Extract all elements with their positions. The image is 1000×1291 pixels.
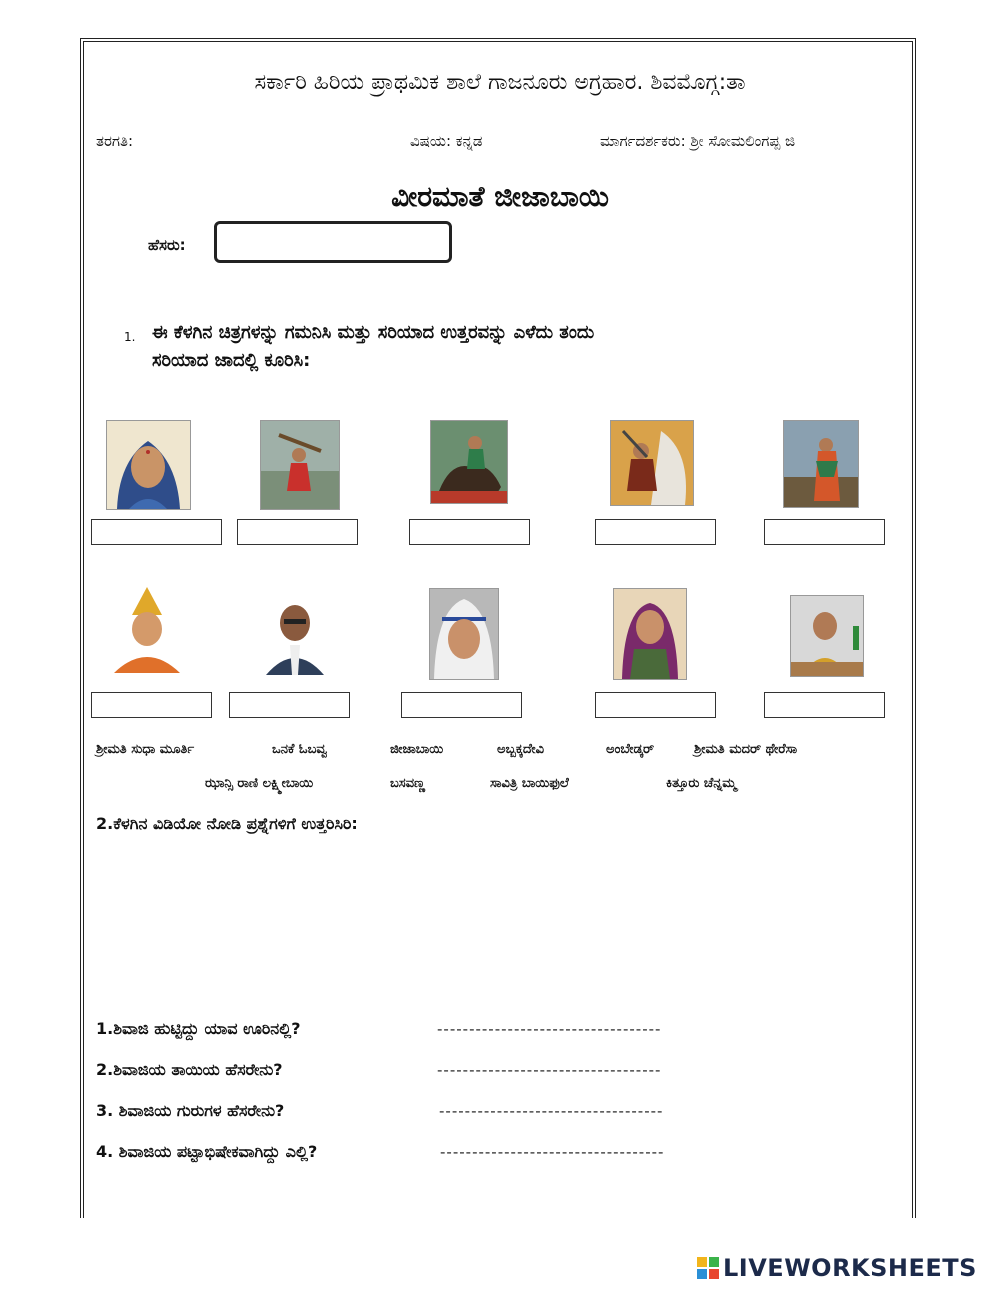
answer-blank-1[interactable]: ----------------------------------- xyxy=(437,1020,662,1038)
answer-box-4[interactable] xyxy=(595,519,716,545)
option-mother-teresa[interactable]: ಶ್ರೀಮತಿ ಮದರ್ ಥೇರೆಸಾ xyxy=(694,742,798,757)
liveworksheets-logo xyxy=(697,1254,977,1282)
answer-blank-3[interactable]: ----------------------------------- xyxy=(439,1102,664,1120)
answer-box-5[interactable] xyxy=(764,519,885,545)
section-2-title: 2.ಕೆಳಗಿನ ವಿಡಿಯೋ ನೋಡಿ ಪ್ರಶ್ನೆಗಳಿಗೆ ಉತ್ತರಿಸಿರಿ: xyxy=(96,814,358,833)
question-4-text: 4. ಶಿವಾಜಿಯ ಪಟ್ಟಾಭಿಷೇಕವಾಗಿದ್ದು ಎಲ್ಲಿ? xyxy=(96,1142,318,1161)
answer-box-6[interactable] xyxy=(91,692,212,718)
portrait-abbakka-image xyxy=(610,420,694,506)
question-1-number: 1. xyxy=(124,330,136,344)
school-name: ಸರ್ಕಾರಿ ಹಿರಿಯ ಪ್ರಾಥಮಿಕ ಶಾಲೆ ಗಾಜನೂರು ಅಗ್ರಹಾರ. ಶಿವಮೊಗ್ಗ:ತಾ xyxy=(254,70,746,95)
answer-box-1[interactable] xyxy=(91,519,222,545)
portrait-obavva-image xyxy=(260,420,340,510)
option-abbakka[interactable]: ಅಬ್ಬಕ್ಕದೇವಿ xyxy=(497,742,544,757)
answer-box-8[interactable] xyxy=(401,692,522,718)
option-obavva[interactable]: ಒನಕೆ ಓಬವ್ವ xyxy=(272,742,328,757)
option-chennamma[interactable]: ಕಿತ್ತೂರು ಚೆನ್ನಮ್ಮ xyxy=(666,776,737,791)
question-1-line-2: ಸರಿಯಾದ ಜಾದಲ್ಲಿ ಕೂರಿಸಿ: xyxy=(152,350,311,371)
answer-blank-4[interactable]: ----------------------------------- xyxy=(440,1143,665,1161)
option-lakshmibai[interactable]: ಝಾನ್ಸಿ ರಾಣಿ ಲಕ್ಷ್ಮೀಬಾಯಿ xyxy=(205,776,314,791)
option-jijabai[interactable]: ಜೀಜಾಬಾಯಿ xyxy=(390,742,444,757)
answer-box-9[interactable] xyxy=(595,692,716,718)
worksheet-title: ವೀರಮಾತೆ ಜೀಜಾಬಾಯಿ xyxy=(391,180,609,213)
option-sudha-murthy[interactable]: ಶ್ರೀಮತಿ ಸುಧಾ ಮೂರ್ತಿ xyxy=(96,742,195,757)
answer-box-3[interactable] xyxy=(409,519,530,545)
question-1-text: 1.ಶಿವಾಜಿ ಹುಟ್ಟಿದ್ದು ಯಾವ ಊರಿನಲ್ಲಿ? xyxy=(96,1019,301,1038)
question-row-2 xyxy=(96,1060,283,1080)
portrait-jijabai-image xyxy=(613,588,687,680)
option-savitribai[interactable]: ಸಾವಿತ್ರಿ ಬಾಯಿಫುಲೆ xyxy=(490,776,569,791)
portrait-sudha-murthy-image xyxy=(790,595,864,677)
subject-label: ವಿಷಯ: ಕನ್ನಡ xyxy=(410,132,483,150)
question-1-line-1: ಈ ಕೆಳಗಿನ ಚಿತ್ರಗಳನ್ನು ಗಮನಿಸಿ ಮತ್ತು ಸರಿಯಾದ ಉತ್ತರವನ್ನು ಎಳೆದು ತಂದು xyxy=(152,322,595,343)
portrait-lakshmibai-image xyxy=(430,420,508,504)
answer-box-7[interactable] xyxy=(229,692,350,718)
portrait-ambedkar-image xyxy=(259,588,331,676)
liveworksheets-logo-icon xyxy=(697,1257,719,1279)
portrait-basavanna-image xyxy=(105,582,189,674)
name-label: ಹೆಸರು: xyxy=(148,236,186,254)
question-3-text: 3. ಶಿವಾಜಿಯ ಗುರುಗಳ ಹೆಸರೇನು? xyxy=(96,1101,285,1120)
name-input[interactable] xyxy=(214,221,452,263)
option-basavanna[interactable]: ಬಸವಣ್ಣ xyxy=(390,776,426,791)
portrait-chennamma-image xyxy=(783,420,859,508)
portrait-mother-teresa-image xyxy=(429,588,499,680)
answer-box-10[interactable] xyxy=(764,692,885,718)
question-2-text: 2.ಶಿವಾಜಿಯ ತಾಯಿಯ ಹೆಸರೇನು? xyxy=(96,1060,283,1079)
question-row-4 xyxy=(96,1142,317,1162)
guide-label: ಮಾರ್ಗದರ್ಶಕರು: ಶ್ರೀ ಸೋಮಲಿಂಗಪ್ಪ ಜಿ xyxy=(600,132,796,150)
question-row-3 xyxy=(96,1101,284,1121)
answer-box-2[interactable] xyxy=(237,519,358,545)
option-ambedkar[interactable]: ಅಂಬೇಡ್ಕರ್ xyxy=(606,742,655,757)
grade-label: ತರಗತಿ: xyxy=(96,132,134,150)
portrait-savitribai-image xyxy=(106,420,191,510)
answer-blank-2[interactable]: ----------------------------------- xyxy=(437,1061,662,1079)
liveworksheets-logo-text: LIVEWORKSHEETS xyxy=(723,1254,977,1282)
question-row-1 xyxy=(96,1019,301,1039)
